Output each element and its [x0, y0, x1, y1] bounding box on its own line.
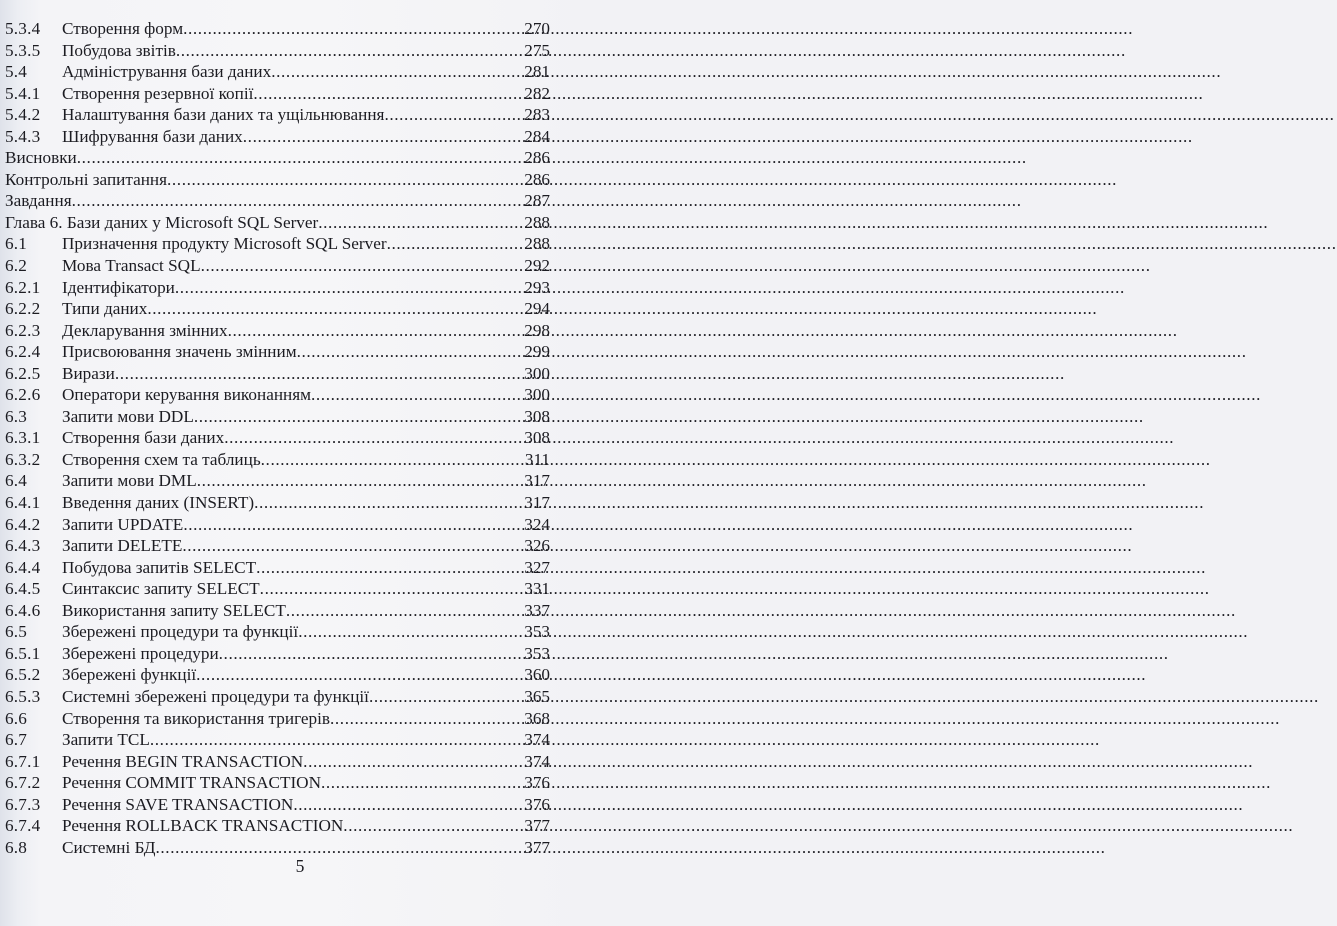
toc-entry [5, 643, 550, 665]
dot-leader [72, 190, 525, 212]
toc-section-number: 6.1 [5, 234, 28, 254]
toc-section-title: Речення BEGIN TRANSACTION [62, 751, 304, 771]
toc-section-title: Використання запиту SELECT [62, 600, 286, 620]
dot-leader [254, 492, 524, 514]
toc-entry [5, 212, 550, 234]
toc-section-number: 6.5.2 [5, 665, 41, 685]
toc-entry [5, 233, 550, 255]
dot-leader [224, 427, 524, 449]
toc-section-title: Збережені процедури та функції [62, 622, 299, 642]
toc-page-number: 331 [524, 579, 550, 599]
toc-section-title: Запити мови DDL [62, 406, 194, 426]
toc-entry [5, 104, 550, 126]
page-number: 5 [295, 856, 305, 876]
dot-leader [298, 621, 524, 643]
dot-leader [343, 815, 524, 837]
toc-section-number: 5.4.1 [5, 83, 41, 103]
toc-section-title: Системні збережені процедури та функції [62, 686, 369, 706]
toc-section-number: 6.5.1 [5, 643, 41, 663]
toc-entry [5, 772, 550, 794]
toc-entry [5, 40, 550, 62]
dot-leader [293, 794, 524, 816]
toc-section-number: 6.3.1 [5, 428, 41, 448]
dot-leader [384, 104, 524, 126]
dot-leader [369, 686, 524, 708]
toc-page-number: 281 [524, 62, 550, 82]
toc-section-number: 5.4.3 [5, 126, 41, 146]
dot-leader [303, 751, 524, 773]
dot-leader [183, 514, 524, 536]
toc-section-title: Створення та використання тригерів [62, 708, 331, 728]
toc-entry [5, 126, 550, 148]
toc-page-number: 300 [524, 363, 550, 383]
toc-page-number: 287 [524, 191, 550, 211]
toc-entry [5, 794, 550, 816]
dot-leader [150, 729, 524, 751]
toc-page-number: 270 [524, 19, 550, 38]
toc-section-number: 6.5 [5, 622, 28, 642]
toc-section-title: Запити DELETE [62, 536, 183, 556]
toc-section-number: 6.4 [5, 471, 28, 491]
toc-page-number: 288 [524, 234, 550, 254]
toc-page-number: 275 [524, 40, 550, 60]
toc-page-number: 353 [524, 643, 550, 663]
toc-page-number: 317 [524, 493, 550, 513]
toc-page-number: 283 [524, 105, 550, 125]
toc-section-number: 5.4.2 [5, 105, 41, 125]
toc-section-number: 6.2.5 [5, 363, 41, 383]
toc-entry [5, 427, 550, 449]
toc-section-title: Запити TCL [62, 730, 150, 750]
dot-leader [197, 470, 525, 492]
toc-section-number: 6.4.2 [5, 514, 41, 534]
dot-leader [219, 643, 525, 665]
dot-leader [194, 406, 524, 428]
toc-section-title: Побудова звітів [62, 40, 176, 60]
toc-section-number: 6.4.3 [5, 536, 41, 556]
toc-entry [5, 600, 550, 622]
toc-section-number: 6.2.4 [5, 342, 41, 362]
dot-leader [175, 277, 524, 299]
toc-section-number: 5.3.5 [5, 40, 41, 60]
toc-page-number: 374 [524, 751, 550, 771]
dot-leader [387, 233, 525, 255]
toc-section-title: Присвоювання значень змінним [62, 342, 297, 362]
toc-section-title: Системні БД [62, 837, 156, 857]
toc-section-title: Шифрування бази даних [62, 126, 243, 146]
toc-page-number: 377 [524, 837, 550, 857]
toc-section-title: Збережені процедури [62, 643, 219, 663]
dot-leader [260, 578, 525, 600]
dot-leader [176, 40, 524, 62]
toc-section-title: Створення резервної копії [62, 83, 254, 103]
toc-page-number: 294 [524, 299, 550, 319]
toc-section-number: 6.3.2 [5, 449, 41, 469]
toc-entry [5, 535, 550, 557]
dot-leader [183, 18, 524, 40]
toc-page-number: 324 [524, 514, 550, 534]
toc-entry [5, 708, 550, 730]
dot-leader [182, 535, 524, 557]
toc-entry [5, 18, 550, 40]
toc-section-number: 6.7.1 [5, 751, 41, 771]
toc-page-number: 293 [524, 277, 550, 297]
dot-leader [147, 298, 524, 320]
dot-leader [318, 212, 524, 234]
toc-section-title: Синтаксис запиту SELECT [62, 579, 260, 599]
toc-entry [5, 492, 550, 514]
toc-section-title: Висновки [5, 148, 77, 168]
toc-section-number: 6.2.2 [5, 299, 41, 319]
toc-section-title: Глава 6. Бази даних у Microsoft SQL Server [5, 212, 319, 232]
toc-entry [5, 147, 550, 169]
toc-entry [5, 169, 550, 191]
toc-entry [5, 61, 550, 83]
toc-page-number: 311 [524, 449, 550, 469]
toc-section-number: 6.2 [5, 256, 28, 276]
toc-entry [5, 190, 550, 212]
toc-page-number: 292 [524, 256, 550, 276]
toc-entry [5, 406, 550, 428]
toc-section-number: 6.7.4 [5, 816, 41, 836]
toc-section-number: 6.7.2 [5, 773, 41, 793]
dot-leader [77, 147, 524, 169]
toc-section-number: 6.2.6 [5, 385, 41, 405]
toc-section-title: Декларування змінних [62, 320, 228, 340]
toc-entry [5, 578, 550, 600]
toc-entry [5, 815, 550, 837]
toc-page-number: 337 [524, 600, 550, 620]
dot-leader [261, 449, 525, 471]
toc-section-title: Ідентифікатори [62, 277, 175, 297]
toc-page-number: 308 [524, 428, 550, 448]
toc-page-number: 374 [524, 730, 550, 750]
toc-entry [5, 557, 550, 579]
toc-section-title: Створення форм [62, 19, 184, 38]
toc-section-number: 6.4.6 [5, 600, 41, 620]
dot-leader [253, 83, 524, 105]
toc-page-number: 365 [524, 686, 550, 706]
toc-entry [5, 621, 550, 643]
toc-section-number: 6.5.3 [5, 686, 41, 706]
toc-section-title: Мова Transact SQL [62, 256, 201, 276]
toc-page-number: 326 [524, 536, 550, 556]
toc-entry [5, 686, 550, 708]
toc-section-number: 6.4.4 [5, 557, 41, 577]
toc-section-title: Типи даних [62, 299, 148, 319]
toc-section-title: Оператори керування виконанням [62, 385, 311, 405]
toc-section-title: Речення COMMIT TRANSACTION [62, 773, 322, 793]
toc-section-number: 6.2.1 [5, 277, 41, 297]
toc-page-number: 376 [524, 773, 550, 793]
dot-leader [311, 384, 524, 406]
toc-entry [5, 255, 550, 277]
dot-leader [271, 61, 524, 83]
toc-page-number: 376 [524, 794, 550, 814]
toc-page-number: 327 [524, 557, 550, 577]
toc-page-number: 282 [524, 83, 550, 103]
toc-entry [5, 514, 550, 536]
toc-section-title: Адміністрування бази даних [62, 62, 272, 82]
toc-section-title: Завдання [5, 191, 72, 211]
toc-entry [5, 449, 550, 471]
toc-section-title: Збережені функції [62, 665, 197, 685]
toc-section-number: 6.8 [5, 837, 28, 857]
toc-entry [5, 277, 550, 299]
toc-page-number: 353 [524, 622, 550, 642]
toc-page-number: 368 [524, 708, 550, 728]
toc-entry [5, 384, 550, 406]
toc-section-title: Створення бази даних [62, 428, 225, 448]
toc-page-number: 288 [524, 212, 550, 232]
toc-entry [5, 320, 550, 342]
toc-page-number: 298 [524, 320, 550, 340]
dot-leader [330, 708, 524, 730]
toc-entry [5, 664, 550, 686]
toc-page-number: 284 [524, 126, 550, 146]
dot-leader [115, 363, 524, 385]
toc-entry [5, 751, 550, 773]
toc-section-title: Речення SAVE TRANSACTION [62, 794, 294, 814]
dot-leader [201, 255, 525, 277]
toc-section-title: Речення ROLLBACK TRANSACTION [62, 816, 344, 836]
toc-page-number: 377 [524, 816, 550, 836]
toc-page-number: 360 [524, 665, 550, 685]
toc-entry [5, 341, 550, 363]
dot-leader [256, 557, 524, 579]
toc-page-number: 299 [524, 342, 550, 362]
book-page [0, 0, 600, 926]
toc-section-number: 6.4.5 [5, 579, 41, 599]
toc-entry [5, 729, 550, 751]
toc-page-number: 317 [524, 471, 550, 491]
toc-entry [5, 470, 550, 492]
dot-leader [286, 600, 524, 622]
dot-leader [243, 126, 524, 148]
toc-page-number: 300 [524, 385, 550, 405]
dot-leader [196, 664, 524, 686]
toc-section-number: 5.4 [5, 62, 28, 82]
table-of-contents [5, 18, 550, 858]
toc-entry [5, 363, 550, 385]
toc-section-number: 6.3 [5, 406, 28, 426]
dot-leader [321, 772, 524, 794]
toc-section-title: Побудова запитів SELECT [62, 557, 257, 577]
toc-section-title: Призначення продукту Microsoft SQL Server [62, 234, 387, 254]
toc-page-number: 286 [524, 148, 550, 168]
dot-leader [228, 320, 525, 342]
toc-section-title: Запити мови DML [62, 471, 197, 491]
toc-section-title: Вирази [62, 363, 115, 383]
toc-section-number: 5.3.4 [5, 19, 41, 38]
toc-section-title: Запити UPDATE [62, 514, 184, 534]
toc-section-number: 6.7 [5, 730, 28, 750]
toc-section-number: 6.2.3 [5, 320, 41, 340]
dot-leader [167, 169, 524, 191]
toc-section-title: Контрольні запитання [5, 169, 168, 189]
toc-section-title: Створення схем та таблиць [62, 449, 261, 469]
toc-section-title: Налаштування бази даних та ущільнювання [62, 105, 385, 125]
toc-section-title: Введення даних (INSERT) [62, 493, 255, 513]
toc-entry [5, 83, 550, 105]
toc-entry [5, 298, 550, 320]
dot-leader [297, 341, 525, 363]
toc-section-number: 6.4.1 [5, 493, 41, 513]
toc-section-number: 6.6 [5, 708, 28, 728]
toc-page-number: 308 [524, 406, 550, 426]
toc-section-number: 6.7.3 [5, 794, 41, 814]
toc-page-number: 286 [524, 169, 550, 189]
